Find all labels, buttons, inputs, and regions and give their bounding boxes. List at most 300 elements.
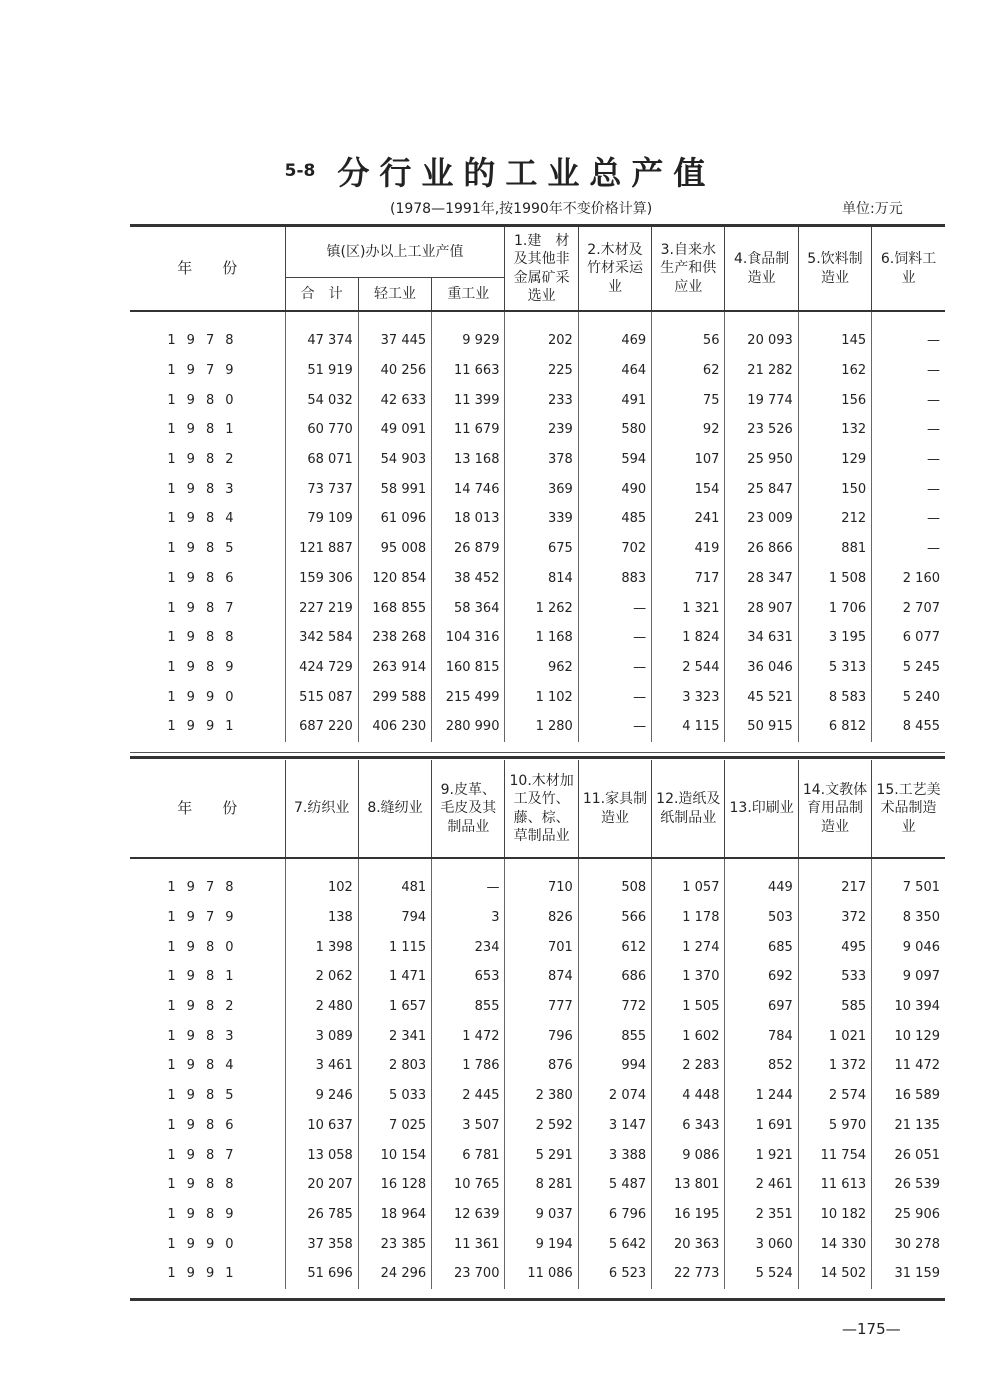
year-cell: 1981 <box>167 969 245 985</box>
value-cell: 26 051 <box>872 1140 945 1170</box>
value-cell: 120 854 <box>358 564 431 594</box>
value-cell: 11 399 <box>432 385 505 415</box>
value-cell: 54 903 <box>358 445 431 475</box>
value-cell: 47 374 <box>285 326 358 356</box>
table-row <box>130 445 945 475</box>
value-cell: 145 <box>798 326 871 356</box>
value-cell: 58 991 <box>358 474 431 504</box>
value-cell: 227 219 <box>285 593 358 623</box>
value-cell: 132 <box>798 415 871 445</box>
value-cell: 26 866 <box>725 534 798 564</box>
value-cell: 280 990 <box>432 712 505 742</box>
value-cell: 36 046 <box>725 653 798 683</box>
page-number: —175— <box>842 1320 901 1338</box>
value-cell: 14 746 <box>432 474 505 504</box>
value-cell: 855 <box>578 1021 651 1051</box>
value-cell: 710 <box>505 873 578 903</box>
value-cell: — <box>872 415 945 445</box>
value-cell: 8 583 <box>798 682 871 712</box>
value-cell: 701 <box>505 932 578 962</box>
group-header-town-industry: 镇(区)办以上工业产值 <box>285 227 505 277</box>
value-cell: 2 707 <box>872 593 945 623</box>
value-cell: 23 526 <box>725 415 798 445</box>
value-cell: 10 129 <box>872 1021 945 1051</box>
value-cell: 9 194 <box>505 1229 578 1259</box>
value-cell: 25 950 <box>725 445 798 475</box>
value-cell: 794 <box>358 903 431 933</box>
year-cell: 1980 <box>167 939 245 955</box>
value-cell: 3 461 <box>285 1051 358 1081</box>
value-cell: 5 642 <box>578 1229 651 1259</box>
value-cell: 233 <box>505 385 578 415</box>
value-cell: 1 472 <box>432 1021 505 1051</box>
value-cell: — <box>872 326 945 356</box>
value-cell: 62 <box>652 356 725 386</box>
value-cell: 3 060 <box>725 1229 798 1259</box>
value-cell: 1 471 <box>358 962 431 992</box>
value-cell: 469 <box>578 326 651 356</box>
year-cell: 1980 <box>167 392 245 408</box>
value-cell: 533 <box>798 962 871 992</box>
value-cell: 2 461 <box>725 1170 798 1200</box>
table-part-1 <box>130 227 951 742</box>
value-cell: 68 071 <box>285 445 358 475</box>
value-cell: 687 220 <box>285 712 358 742</box>
table-subtitle: (1978—1991年,按1990年不变价格计算) <box>390 201 653 217</box>
value-cell: 12 639 <box>432 1200 505 1230</box>
year-cell: 1990 <box>167 1236 245 1252</box>
value-cell: 202 <box>505 326 578 356</box>
value-cell: 2 341 <box>358 1021 431 1051</box>
value-cell: 2 062 <box>285 962 358 992</box>
col-header: 4.食品制造业 <box>725 227 798 311</box>
value-cell: 150 <box>798 474 871 504</box>
year-cell: 1978 <box>167 333 245 349</box>
value-cell: 31 159 <box>872 1259 945 1289</box>
value-cell: 7 501 <box>872 873 945 903</box>
value-cell: 37 445 <box>358 326 431 356</box>
value-cell: 23 385 <box>358 1229 431 1259</box>
col-header-light: 轻工业 <box>358 277 431 311</box>
value-cell: 406 230 <box>358 712 431 742</box>
value-cell: 28 347 <box>725 564 798 594</box>
table-row <box>130 932 945 962</box>
year-header: 年 份 <box>177 258 238 277</box>
value-cell: 10 765 <box>432 1170 505 1200</box>
table-row <box>130 534 945 564</box>
value-cell: 1 691 <box>725 1111 798 1141</box>
value-cell: 92 <box>652 415 725 445</box>
value-cell: 37 358 <box>285 1229 358 1259</box>
value-cell: 4 115 <box>652 712 725 742</box>
value-cell: — <box>578 712 651 742</box>
value-cell: 30 278 <box>872 1229 945 1259</box>
value-cell: 419 <box>652 534 725 564</box>
table-row <box>130 623 945 653</box>
value-cell: 594 <box>578 445 651 475</box>
value-cell: 212 <box>798 504 871 534</box>
value-cell: 26 785 <box>285 1200 358 1230</box>
value-cell: 11 679 <box>432 415 505 445</box>
col-header: 9.皮革、毛皮及其制品业 <box>432 760 505 858</box>
value-cell: 2 074 <box>578 1081 651 1111</box>
value-cell: 26 539 <box>872 1170 945 1200</box>
value-cell: 3 195 <box>798 623 871 653</box>
value-cell: 20 363 <box>652 1229 725 1259</box>
value-cell: 28 907 <box>725 593 798 623</box>
value-cell: 777 <box>505 992 578 1022</box>
value-cell: 61 096 <box>358 504 431 534</box>
value-cell: 104 316 <box>432 623 505 653</box>
value-cell: 369 <box>505 474 578 504</box>
value-cell: 2 445 <box>432 1081 505 1111</box>
value-cell: 102 <box>285 873 358 903</box>
table-body-2 <box>130 858 945 1289</box>
table-row <box>130 1081 945 1111</box>
value-cell: 9 086 <box>652 1140 725 1170</box>
value-cell: 1 244 <box>725 1081 798 1111</box>
table-row <box>130 326 945 356</box>
value-cell: 675 <box>505 534 578 564</box>
table-row <box>130 1140 945 1170</box>
value-cell: 685 <box>725 932 798 962</box>
col-header: 11.家具制造业 <box>578 760 651 858</box>
value-cell: 1 168 <box>505 623 578 653</box>
value-cell: 481 <box>358 873 431 903</box>
value-cell: 2 283 <box>652 1051 725 1081</box>
value-cell: 75 <box>652 385 725 415</box>
value-cell: — <box>578 653 651 683</box>
col-header: 3.自来水生产和供应业 <box>652 227 725 311</box>
value-cell: 5 240 <box>872 682 945 712</box>
year-cell: 1986 <box>167 570 245 586</box>
value-cell: 5 487 <box>578 1170 651 1200</box>
col-header: 12.造纸及纸制品业 <box>652 760 725 858</box>
value-cell: 1 274 <box>652 932 725 962</box>
value-cell: 9 037 <box>505 1200 578 1230</box>
year-cell: 1979 <box>167 910 245 926</box>
value-cell: 5 033 <box>358 1081 431 1111</box>
value-cell: 23 009 <box>725 504 798 534</box>
value-cell: 2 480 <box>285 992 358 1022</box>
value-cell: — <box>872 445 945 475</box>
value-cell: — <box>872 385 945 415</box>
value-cell: 121 887 <box>285 534 358 564</box>
table-row <box>130 474 945 504</box>
value-cell: 1 262 <box>505 593 578 623</box>
table-row <box>130 1229 945 1259</box>
table-row <box>130 682 945 712</box>
value-cell: 8 281 <box>505 1170 578 1200</box>
value-cell: 962 <box>505 653 578 683</box>
value-cell: 585 <box>798 992 871 1022</box>
value-cell: 508 <box>578 873 651 903</box>
value-cell: 10 182 <box>798 1200 871 1230</box>
value-cell: 129 <box>798 445 871 475</box>
value-cell: 95 008 <box>358 534 431 564</box>
value-cell: 852 <box>725 1051 798 1081</box>
value-cell: 45 521 <box>725 682 798 712</box>
value-cell: 1 398 <box>285 932 358 962</box>
value-cell: 5 245 <box>872 653 945 683</box>
value-cell: 60 770 <box>285 415 358 445</box>
middle-rule <box>130 752 945 753</box>
col-header: 1.建 材及其他非金属矿采选业 <box>505 227 578 311</box>
value-cell: 18 013 <box>432 504 505 534</box>
value-cell: 73 737 <box>285 474 358 504</box>
value-cell: 263 914 <box>358 653 431 683</box>
value-cell: 56 <box>652 326 725 356</box>
value-cell: 25 906 <box>872 1200 945 1230</box>
value-cell: 138 <box>285 903 358 933</box>
value-cell: 9 046 <box>872 932 945 962</box>
value-cell: 814 <box>505 564 578 594</box>
value-cell: 491 <box>578 385 651 415</box>
table-row <box>130 712 945 742</box>
year-cell: 1983 <box>167 481 245 497</box>
value-cell: 566 <box>578 903 651 933</box>
col-header: 6.饲料工 业 <box>872 227 945 311</box>
value-cell: 16 128 <box>358 1170 431 1200</box>
value-cell: 21 135 <box>872 1111 945 1141</box>
value-cell: 3 388 <box>578 1140 651 1170</box>
value-cell: 1 372 <box>798 1051 871 1081</box>
value-cell: 20 093 <box>725 326 798 356</box>
table-row <box>130 1111 945 1141</box>
value-cell: 58 364 <box>432 593 505 623</box>
value-cell: 6 523 <box>578 1259 651 1289</box>
value-cell: 2 351 <box>725 1200 798 1230</box>
value-cell: 874 <box>505 962 578 992</box>
year-cell: 1987 <box>167 1147 245 1163</box>
value-cell: 339 <box>505 504 578 534</box>
col-header: 7.纺织业 <box>285 760 358 858</box>
value-cell: 9 097 <box>872 962 945 992</box>
value-cell: 1 057 <box>652 873 725 903</box>
value-cell: 11 361 <box>432 1229 505 1259</box>
col-header: 8.缝纫业 <box>358 760 431 858</box>
table-row <box>130 653 945 683</box>
value-cell: 515 087 <box>285 682 358 712</box>
value-cell: 717 <box>652 564 725 594</box>
value-cell: 160 815 <box>432 653 505 683</box>
value-cell: 1 786 <box>432 1051 505 1081</box>
col-header: 15.工艺美术品制造业 <box>872 760 945 858</box>
table-row <box>130 1170 945 1200</box>
value-cell: 16 589 <box>872 1081 945 1111</box>
table-part-2 <box>130 760 945 1289</box>
year-cell: 1988 <box>167 1177 245 1193</box>
value-cell: 378 <box>505 445 578 475</box>
col-header: 2.木材及竹材采运业 <box>578 227 651 311</box>
value-cell: 1 602 <box>652 1021 725 1051</box>
value-cell: 1 508 <box>798 564 871 594</box>
value-cell: 2 380 <box>505 1081 578 1111</box>
value-cell: 154 <box>652 474 725 504</box>
value-cell: 34 631 <box>725 623 798 653</box>
middle-rule-thick <box>130 756 945 759</box>
value-cell: 38 452 <box>432 564 505 594</box>
value-cell: 162 <box>798 356 871 386</box>
value-cell: 1 505 <box>652 992 725 1022</box>
col-header-total: 合 计 <box>285 277 358 311</box>
value-cell: 215 499 <box>432 682 505 712</box>
value-cell: 1 921 <box>725 1140 798 1170</box>
value-cell: 2 803 <box>358 1051 431 1081</box>
table-number: 5-8 <box>284 161 316 181</box>
value-cell: — <box>872 534 945 564</box>
value-cell: 168 855 <box>358 593 431 623</box>
year-cell: 1987 <box>167 600 245 616</box>
value-cell: 3 <box>432 903 505 933</box>
value-cell: — <box>432 873 505 903</box>
value-cell: 19 774 <box>725 385 798 415</box>
year-cell: 1989 <box>167 1206 245 1222</box>
value-cell: 10 394 <box>872 992 945 1022</box>
value-cell: 881 <box>798 534 871 564</box>
value-cell: 464 <box>578 356 651 386</box>
value-cell: 13 058 <box>285 1140 358 1170</box>
value-cell: 692 <box>725 962 798 992</box>
value-cell: — <box>872 504 945 534</box>
value-cell: 11 754 <box>798 1140 871 1170</box>
value-cell: — <box>578 682 651 712</box>
value-cell: 20 207 <box>285 1170 358 1200</box>
year-cell: 1986 <box>167 1117 245 1133</box>
year-cell: 1990 <box>167 689 245 705</box>
value-cell: 2 574 <box>798 1081 871 1111</box>
value-cell: 9 929 <box>432 326 505 356</box>
value-cell: 855 <box>432 992 505 1022</box>
col-header: 10.木材加工及竹、藤、棕、草制品业 <box>505 760 578 858</box>
table-row <box>130 415 945 445</box>
table-row <box>130 873 945 903</box>
value-cell: 14 502 <box>798 1259 871 1289</box>
value-cell: 54 032 <box>285 385 358 415</box>
table-title-text: 分行业的工业总产值 <box>337 154 716 192</box>
value-cell: 1 370 <box>652 962 725 992</box>
year-cell: 1984 <box>167 1058 245 1074</box>
value-cell: 13 168 <box>432 445 505 475</box>
year-cell: 1985 <box>167 1088 245 1104</box>
table-title <box>0 148 1000 194</box>
value-cell: 796 <box>505 1021 578 1051</box>
unit-label: 单位:万元 <box>842 201 903 217</box>
value-cell: 22 773 <box>652 1259 725 1289</box>
value-cell: 234 <box>432 932 505 962</box>
value-cell: 3 323 <box>652 682 725 712</box>
value-cell: 42 633 <box>358 385 431 415</box>
value-cell: 217 <box>798 873 871 903</box>
value-cell: 495 <box>798 932 871 962</box>
value-cell: 4 448 <box>652 1081 725 1111</box>
value-cell: 2 160 <box>872 564 945 594</box>
value-cell: 772 <box>578 992 651 1022</box>
bottom-rule <box>130 1298 945 1301</box>
year-cell: 1981 <box>167 422 245 438</box>
col-header: 14.文教体育用品制造业 <box>798 760 871 858</box>
value-cell: 51 919 <box>285 356 358 386</box>
value-cell: 5 524 <box>725 1259 798 1289</box>
value-cell: 424 729 <box>285 653 358 683</box>
value-cell: 702 <box>578 534 651 564</box>
value-cell: 239 <box>505 415 578 445</box>
value-cell: 6 796 <box>578 1200 651 1230</box>
value-cell: 79 109 <box>285 504 358 534</box>
value-cell: 1 178 <box>652 903 725 933</box>
value-cell: 40 256 <box>358 356 431 386</box>
value-cell: 503 <box>725 903 798 933</box>
table-row <box>130 504 945 534</box>
value-cell: 14 330 <box>798 1229 871 1259</box>
value-cell: 1 021 <box>798 1021 871 1051</box>
value-cell: 5 313 <box>798 653 871 683</box>
value-cell: 697 <box>725 992 798 1022</box>
value-cell: 225 <box>505 356 578 386</box>
value-cell: 5 291 <box>505 1140 578 1170</box>
value-cell: 490 <box>578 474 651 504</box>
value-cell: 686 <box>578 962 651 992</box>
value-cell: 372 <box>798 903 871 933</box>
value-cell: 580 <box>578 415 651 445</box>
value-cell: 1 824 <box>652 623 725 653</box>
year-header: 年 份 <box>177 798 238 817</box>
value-cell: — <box>578 593 651 623</box>
value-cell: — <box>872 356 945 386</box>
value-cell: — <box>578 623 651 653</box>
table-row <box>130 1021 945 1051</box>
value-cell: 11 472 <box>872 1051 945 1081</box>
value-cell: 18 964 <box>358 1200 431 1230</box>
col-header: 5.饮料制造业 <box>798 227 871 311</box>
year-cell: 1978 <box>167 880 245 896</box>
value-cell: 16 195 <box>652 1200 725 1230</box>
value-cell: 6 343 <box>652 1111 725 1141</box>
year-cell: 1983 <box>167 1028 245 1044</box>
value-cell: 1 115 <box>358 932 431 962</box>
value-cell: 49 091 <box>358 415 431 445</box>
value-cell: 241 <box>652 504 725 534</box>
value-cell: 6 781 <box>432 1140 505 1170</box>
table-row <box>130 962 945 992</box>
table-row <box>130 385 945 415</box>
value-cell: 342 584 <box>285 623 358 653</box>
value-cell: 21 282 <box>725 356 798 386</box>
value-cell: 50 915 <box>725 712 798 742</box>
table-row <box>130 903 945 933</box>
value-cell: 7 025 <box>358 1111 431 1141</box>
table-row <box>130 992 945 1022</box>
value-cell: 2 592 <box>505 1111 578 1141</box>
year-cell: 1984 <box>167 511 245 527</box>
table-row <box>130 1051 945 1081</box>
value-cell: 156 <box>798 385 871 415</box>
value-cell: 784 <box>725 1021 798 1051</box>
value-cell: 3 089 <box>285 1021 358 1051</box>
value-cell: 23 700 <box>432 1259 505 1289</box>
value-cell: 159 306 <box>285 564 358 594</box>
value-cell: 10 637 <box>285 1111 358 1141</box>
value-cell: 485 <box>578 504 651 534</box>
value-cell: 1 102 <box>505 682 578 712</box>
value-cell: 3 507 <box>432 1111 505 1141</box>
value-cell: 876 <box>505 1051 578 1081</box>
year-cell: 1985 <box>167 541 245 557</box>
table-row <box>130 356 945 386</box>
value-cell: 994 <box>578 1051 651 1081</box>
value-cell: 8 455 <box>872 712 945 742</box>
col-header-heavy: 重工业 <box>432 277 505 311</box>
